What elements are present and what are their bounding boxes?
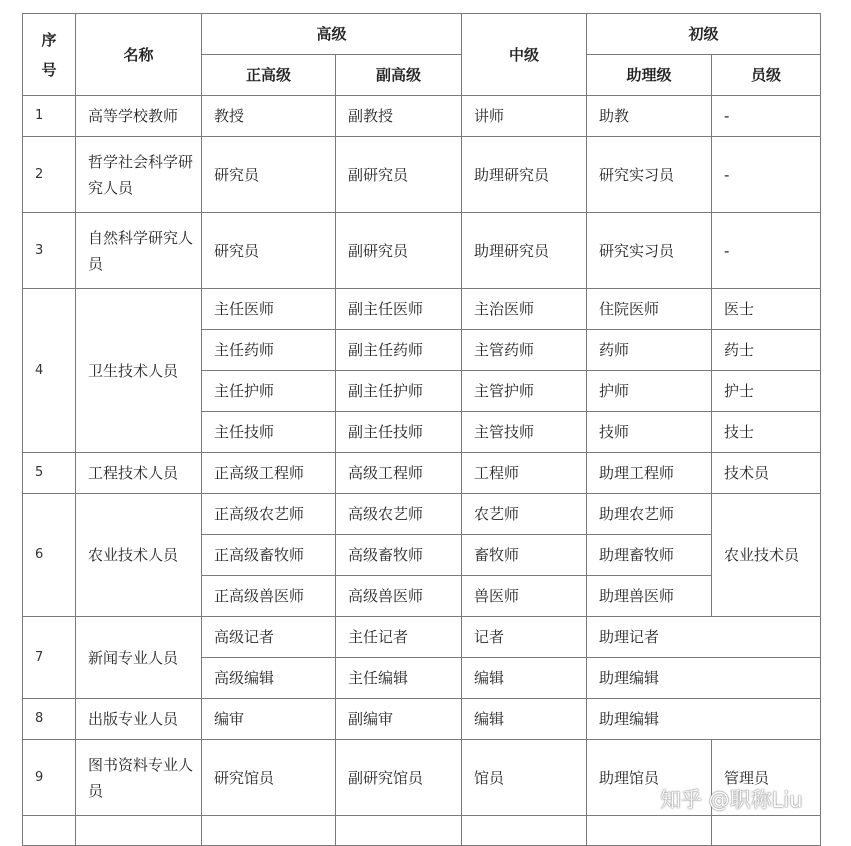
cell-deputy-senior: 副研究馆员 bbox=[336, 740, 462, 816]
cell-assistant: 研究实习员 bbox=[587, 137, 712, 213]
cell-deputy-senior: 高级农艺师 bbox=[336, 494, 462, 535]
cell-intermediate: 记者 bbox=[462, 617, 587, 658]
cell-full-senior: 编审 bbox=[202, 699, 336, 740]
cell-assistant: 药师 bbox=[587, 330, 712, 371]
header-junior: 初级 bbox=[587, 14, 821, 55]
cell-no: 6 bbox=[23, 494, 76, 617]
cell-deputy-senior: 高级工程师 bbox=[336, 453, 462, 494]
cell-full-senior: 主任药师 bbox=[202, 330, 336, 371]
cell-name: 自然科学研究人员 bbox=[76, 213, 202, 289]
table-row bbox=[23, 213, 821, 289]
cell-assistant: 助理编辑 bbox=[587, 658, 821, 699]
cell-assistant: 助理记者 bbox=[587, 617, 821, 658]
header-assistant: 助理级 bbox=[587, 55, 712, 96]
cell-deputy-senior: 副编审 bbox=[336, 699, 462, 740]
cell-assistant: 住院医师 bbox=[587, 289, 712, 330]
header-name: 名称 bbox=[76, 14, 202, 96]
cell-no: 4 bbox=[23, 289, 76, 453]
cell-name: 工程技术人员 bbox=[76, 453, 202, 494]
title-classification-table bbox=[22, 13, 821, 846]
cell-name: 图书资料专业人员 bbox=[76, 740, 202, 816]
cell-staff: 农业技术员 bbox=[712, 494, 821, 617]
cell-intermediate: 农艺师 bbox=[462, 494, 587, 535]
cell-intermediate: 助理研究员 bbox=[462, 213, 587, 289]
table-row bbox=[23, 494, 821, 535]
cell-name: 高等学校教师 bbox=[76, 96, 202, 137]
cell-full-senior: 研究员 bbox=[202, 137, 336, 213]
cell-intermediate: 助理研究员 bbox=[462, 137, 587, 213]
cell-intermediate: 讲师 bbox=[462, 96, 587, 137]
cell-assistant: 助理馆员 bbox=[587, 740, 712, 816]
cell-staff: 医士 bbox=[712, 289, 821, 330]
cell-deputy-senior: 副主任护师 bbox=[336, 371, 462, 412]
cell-intermediate: 主管护师 bbox=[462, 371, 587, 412]
table-row bbox=[23, 617, 821, 658]
cell-assistant: 助理编辑 bbox=[587, 699, 821, 740]
cell-deputy-senior: 副主任药师 bbox=[336, 330, 462, 371]
cell-full-senior: 正高级农艺师 bbox=[202, 494, 336, 535]
cell-no: 2 bbox=[23, 137, 76, 213]
cell-name: 农业技术人员 bbox=[76, 494, 202, 617]
cell-full-senior: 正高级工程师 bbox=[202, 453, 336, 494]
cell-assistant: 研究实习员 bbox=[587, 213, 712, 289]
cell-no: 1 bbox=[23, 96, 76, 137]
cell-deputy-senior: 副研究员 bbox=[336, 213, 462, 289]
cell-intermediate: 编辑 bbox=[462, 699, 587, 740]
cell-full-senior: 正高级畜牧师 bbox=[202, 535, 336, 576]
cell-intermediate: 馆员 bbox=[462, 740, 587, 816]
table-row bbox=[23, 96, 821, 137]
cell-name: 哲学社会科学研究人员 bbox=[76, 137, 202, 213]
cell-deputy-senior: 高级兽医师 bbox=[336, 576, 462, 617]
cell-assistant: 护师 bbox=[587, 371, 712, 412]
cell-name: 出版专业人员 bbox=[76, 699, 202, 740]
cell-no: 8 bbox=[23, 699, 76, 740]
cell-staff: - bbox=[712, 96, 821, 137]
table-row bbox=[23, 453, 821, 494]
cell-no: 3 bbox=[23, 213, 76, 289]
cell-intermediate: 编辑 bbox=[462, 658, 587, 699]
cell-intermediate: 主管药师 bbox=[462, 330, 587, 371]
cell-name: 卫生技术人员 bbox=[76, 289, 202, 453]
cell-assistant: 助理兽医师 bbox=[587, 576, 712, 617]
table-row bbox=[23, 699, 821, 740]
header-full-senior: 正高级 bbox=[202, 55, 336, 96]
header-deputy-senior: 副高级 bbox=[336, 55, 462, 96]
cell-deputy-senior: 副研究员 bbox=[336, 137, 462, 213]
cell-no: 9 bbox=[23, 740, 76, 816]
cell-deputy-senior: 副主任技师 bbox=[336, 412, 462, 453]
cell-deputy-senior: 副教授 bbox=[336, 96, 462, 137]
header-intermediate: 中级 bbox=[462, 14, 587, 96]
cell-assistant: 助理农艺师 bbox=[587, 494, 712, 535]
cell-intermediate: 兽医师 bbox=[462, 576, 587, 617]
table-row bbox=[23, 137, 821, 213]
cell-staff: 护士 bbox=[712, 371, 821, 412]
cell-assistant: 助教 bbox=[587, 96, 712, 137]
cell-staff: - bbox=[712, 213, 821, 289]
cell-full-senior: 高级编辑 bbox=[202, 658, 336, 699]
cell-deputy-senior: 副主任医师 bbox=[336, 289, 462, 330]
cell-staff: 技士 bbox=[712, 412, 821, 453]
cell-staff: 药士 bbox=[712, 330, 821, 371]
cell-full-senior: 主任医师 bbox=[202, 289, 336, 330]
cell-deputy-senior: 主任记者 bbox=[336, 617, 462, 658]
cell-deputy-senior: 主任编辑 bbox=[336, 658, 462, 699]
cell-full-senior: 正高级兽医师 bbox=[202, 576, 336, 617]
cell-full-senior: 教授 bbox=[202, 96, 336, 137]
cell-full-senior: 高级记者 bbox=[202, 617, 336, 658]
cell-no: 5 bbox=[23, 453, 76, 494]
cell-full-senior: 主任技师 bbox=[202, 412, 336, 453]
header-seq: 序 号 bbox=[23, 14, 76, 96]
cell-intermediate: 主治医师 bbox=[462, 289, 587, 330]
cell-intermediate: 畜牧师 bbox=[462, 535, 587, 576]
cell-no: 7 bbox=[23, 617, 76, 699]
cell-staff: - bbox=[712, 137, 821, 213]
cell-intermediate: 主管技师 bbox=[462, 412, 587, 453]
cell-full-senior: 研究馆员 bbox=[202, 740, 336, 816]
cell-assistant: 技师 bbox=[587, 412, 712, 453]
watermark: 知乎 @职称Liu bbox=[660, 788, 803, 812]
cell-assistant: 助理工程师 bbox=[587, 453, 712, 494]
cell-staff: 技术员 bbox=[712, 453, 821, 494]
cell-deputy-senior: 高级畜牧师 bbox=[336, 535, 462, 576]
cell-assistant: 助理畜牧师 bbox=[587, 535, 712, 576]
cell-intermediate: 工程师 bbox=[462, 453, 587, 494]
cell-staff: 管理员 bbox=[712, 740, 821, 816]
cell-full-senior: 研究员 bbox=[202, 213, 336, 289]
cell-full-senior: 主任护师 bbox=[202, 371, 336, 412]
header-staff: 员级 bbox=[712, 55, 821, 96]
table-row bbox=[23, 289, 821, 330]
cell-name: 新闻专业人员 bbox=[76, 617, 202, 699]
header-senior: 高级 bbox=[202, 14, 462, 55]
